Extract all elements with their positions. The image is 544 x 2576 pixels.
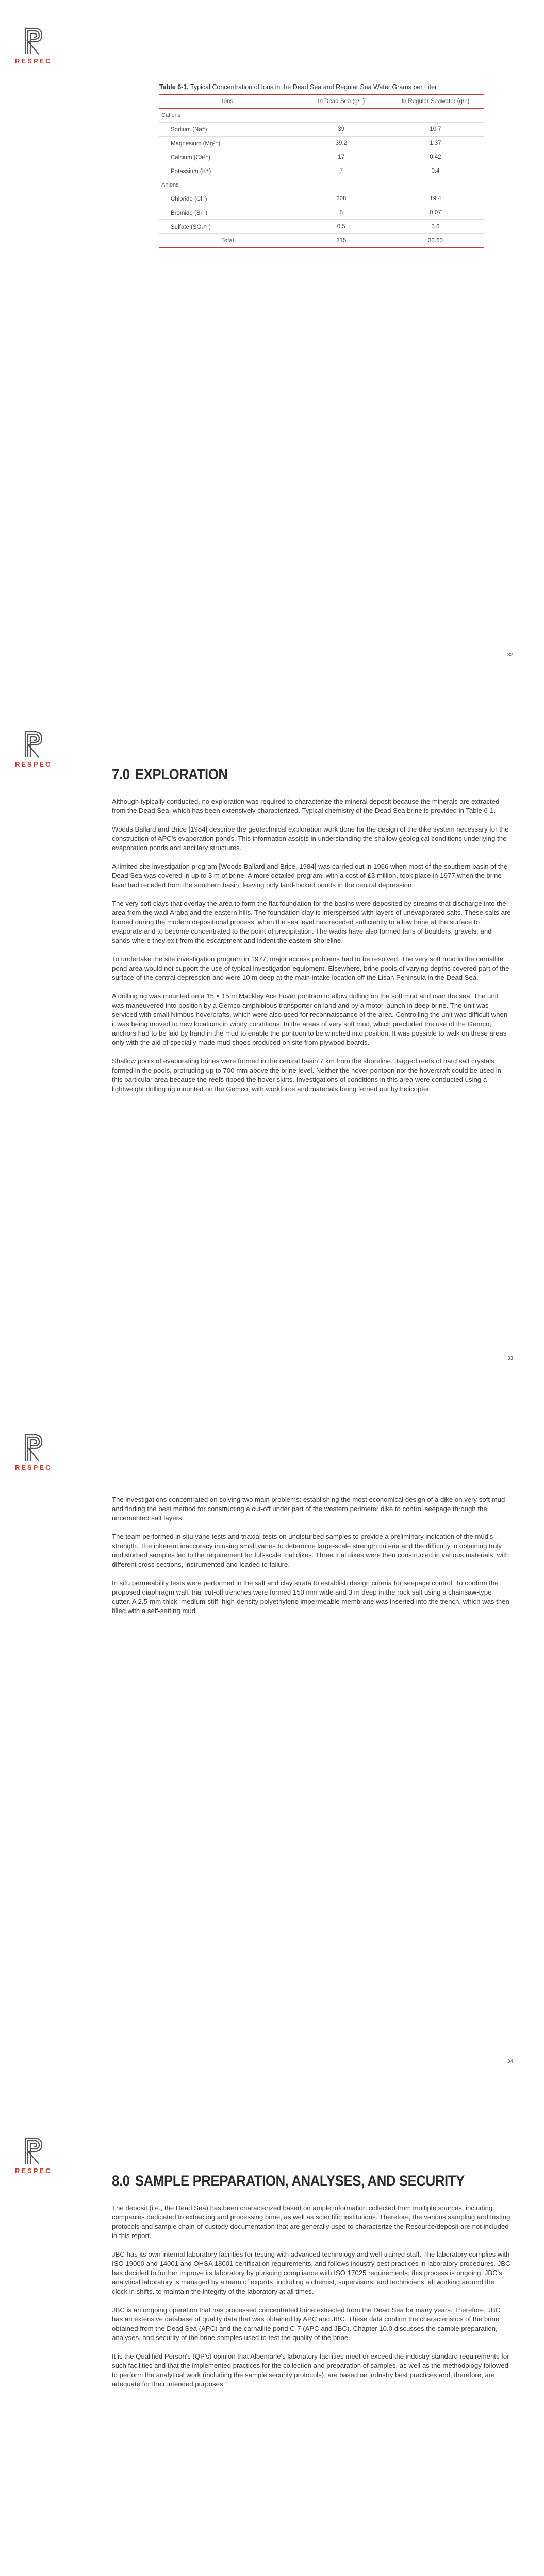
table-row: [159, 220, 484, 234]
group-cations: Cations: [159, 109, 484, 123]
table-row: [159, 137, 484, 150]
seawater-value: 0.07: [387, 206, 484, 220]
section-number: 7.0: [112, 766, 130, 783]
page-33: [0, 703, 544, 1406]
total-dead-sea: 315: [296, 234, 387, 248]
header-dead-sea: In Dead Sea (g/L): [296, 94, 387, 109]
dead-sea-value: 7: [296, 164, 387, 178]
respec-r-mark-icon: [15, 1432, 47, 1463]
seawater-value: 10.7: [387, 123, 484, 137]
section-heading: [112, 766, 456, 784]
ion-name: Potassium (K⁺): [159, 164, 296, 178]
paragraph: Although typically conducted, no exploration was required to characterize the mineral deposit because the minerals are extracted from the Dead Sea, which has been extensively characterized. Typical chemistry of the Dead Sea brine is provided in Table 6-1.: [112, 798, 500, 815]
ion-name: Sulfate (SO₄²⁻): [159, 220, 296, 234]
paragraph: JBC is an ongoing operation that has processed concentrated brine extracted from the Dead Sea for many years. Therefore, JBC has an extensive database of quality data that was obtained by APC and JBC. These data confirm the characteristics of the brine obtained from the Dead Sea (APC) and the carnallite pond C-7 (APC and JBC). Chapter 10.0 discusses the sample preparation, analyses, and security of the brine samples used to test the quality of the brine.: [112, 2306, 501, 2342]
section-exploration-continued: [112, 1495, 512, 1625]
seawater-value: 0.4: [387, 164, 484, 178]
respec-logo: [15, 728, 52, 773]
respec-logo: [15, 2135, 52, 2179]
seawater-value: 1.37: [387, 137, 484, 150]
section-heading: [112, 2173, 465, 2190]
dead-sea-value: 5: [296, 206, 387, 220]
section-title-text: SAMPLE PREPARATION, ANALYSES, AND SECURITY: [135, 2173, 465, 2190]
page-number: 34: [507, 2059, 513, 2064]
page-number: 32: [507, 652, 513, 658]
table-row: [159, 164, 484, 178]
table-total-row: [159, 234, 484, 248]
header-ions: Ions: [159, 94, 296, 109]
table-caption-label: Table 6-1.: [159, 83, 189, 91]
respec-r-mark-icon: [15, 25, 47, 56]
respec-logo: [15, 25, 52, 70]
page-34: [0, 1406, 544, 2110]
respec-logo-text: RESPEC: [15, 1464, 52, 1471]
ion-name: Chloride (Cl⁻): [159, 192, 296, 206]
dead-sea-value: 17: [296, 150, 387, 164]
ion-name: Sodium (Na⁺): [159, 123, 296, 137]
respec-r-mark-icon: [15, 728, 47, 759]
table-row: [159, 206, 484, 220]
respec-logo-text: RESPEC: [15, 760, 52, 768]
seawater-value: 19.4: [387, 192, 484, 206]
respec-logo-text: RESPEC: [15, 57, 52, 65]
page-32: [0, 0, 544, 703]
page-35: [0, 2110, 544, 2576]
table-group-row: [159, 109, 484, 123]
table-group-row: [159, 178, 484, 192]
dead-sea-value: 39: [296, 123, 387, 137]
total-label: Total: [159, 234, 296, 248]
paragraph: It is the Qualified Person's (QP's) opinion that Albemarle's laboratory facilities meet or exceed the industry standard requirements for such facilities and that the implemented practices for the collection and preparation of samples, as well as the methodology followed to perform the analytical work (including the sample security protocols), are based on industry best practices and, therefore, are adequate for their intended purposes.: [112, 2352, 509, 2388]
paragraph: The team performed in situ vane tests and triaxial tests on undisturbed samples to provide a preliminary indication of the mud's strength. The inherent inaccuracy in using small vanes to determine large-scale strength criteria and the difficulty in obtaining truly undisturbed samples led to the requirement for full-scale trial dikes. Three trial dikes were then constructed in various materials, with different cross sections, instrumented and loaded to failure.: [112, 1533, 509, 1568]
ion-name: Bromide (Br⁻): [159, 206, 296, 220]
respec-r-mark-icon: [15, 2135, 47, 2166]
paragraph: In situ permeability tests were performed in the salt and clay strata to establish design criteria for seepage control. To confirm the proposed diaphragm wall, trial cut-off trenches were formed 150 mm wide and 3 m deep in the rock salt using a chainsaw-type cutter. A 2.5-mm-thick, medium-stiff, high-density polyethylene impermeable membrane was inserted into the trench, which was then filled with a self-setting mud.: [112, 1579, 509, 1615]
table-caption: [159, 83, 484, 91]
section-title-text: EXPLORATION: [135, 766, 228, 783]
table-row: [159, 123, 484, 137]
section-exploration: [112, 766, 512, 1103]
paragraph: The very soft clays that overlay the area to form the flat foundation for the basins were deposited by streams that discharge into the area from the wadi Araba and the eastern hills. The foundation clay is interspersed with layers of unevaporated salts. These salts are formed during the modern depositional process, when the sea level has receded sufficiently to allow brine at the surface to evaporate and to become concentrated to the point of precipitation. The wadis have also formed fans of boulders, gravels, and sands where they exit from the escarpment and indent the eastern shoreline.: [112, 900, 511, 944]
ion-name: Calcium (Ca²⁺): [159, 150, 296, 164]
dead-sea-value: 208: [296, 192, 387, 206]
paragraph: A limited site investigation program [Woods Ballard and Brice, 1984] was carried out in 1966 when most of the southern basin of the Dead Sea was covered in up to 3 m of brine. A more detailed program, with a cost of £3 million, took place in 1977 when the brine level had receded from the southern basin, leaving only land-locked ponds in the central depression.: [112, 862, 508, 889]
paragraph: The investigations concentrated on solving two main problems: establishing the most economical design of a dike on very soft mud and finding the best method for constructing a cut-off under part of the western perimeter dike to control seepage through the uncemented salt layers.: [112, 1496, 505, 1522]
paragraph: The deposit (i.e., the Dead Sea) has been characterized based on ample information collected from multiple sources, including companies dedicated to extracting and processing brine, as well as scientific institutions. Therefore, the various sampling and testing protocols and sample chain-of-custody documentation that are generally used to characterize the Resource/deposit are not included in this report.: [112, 2204, 510, 2240]
table-row: [159, 150, 484, 164]
paragraph: JBC has its own internal laboratory facilities for testing with advanced technology and well-trained staff. The laboratory complies with ISO 19000 and 14001 and OHSA 18001 certification requirements, and follows industry best practices in laboratory procedures. JBC has decided to further improve its laboratory by pursuing compliance with ISO 17025 requirements; this process is ongoing. JBC's analytical laboratory is managed by a team of experts, including a chemist, supervisors, and technicians, all working around the clock in shifts, to maintain the integrity of the laboratory at all times.: [112, 2250, 510, 2295]
total-seawater: 33.60: [387, 234, 484, 248]
respec-logo: [15, 1432, 52, 1476]
page-number: 33: [507, 1355, 513, 1361]
paragraph: Woods Ballard and Brice [1984] describe the geotechnical exploration work done for the design of the dike system necessary for the construction of APC's evaporation ponds. This information assists in understanding the shallow geological conditions underlying the evaporation ponds and ancillary structures.: [112, 825, 509, 852]
seawater-value: 3.6: [387, 220, 484, 234]
group-anions: Anions: [159, 178, 484, 192]
ion-concentration-table: [159, 83, 484, 248]
section-number: 8.0: [112, 2173, 130, 2190]
section-sample-preparation: [112, 2173, 512, 2398]
ion-name: Magnesium (Mg²⁺): [159, 137, 296, 150]
paragraph: Shallow pools of evaporating brines were formed in the central basin 7 km from the shoreline. Jagged reefs of hard salt crystals formed in the pools, protruding up to 700 mm above the brine level. Neither the hover pontoon nor the hovercraft could be used in this particular area because the reefs ripped the hover skirts. Investigations of conditions in this area were conducted using a lightweight drilling rig mounted on the Gemco, with workforce and materials being ferried out by helicopter.: [112, 1057, 502, 1093]
header-seawater: In Regular Seawater (g/L): [387, 94, 484, 109]
paragraph: To undertake the site investigation program in 1977, major access problems had to be resolved. The very soft mud in the carnallite pond area would not support the use of typical investigation equipment. Elsewhere, brine pools of varying depths covered part of the surface of the central depression and were 10 m deep at the main intake location off the Lisan Peninsula in the Dead Sea.: [112, 955, 509, 981]
seawater-value: 0.42: [387, 150, 484, 164]
dead-sea-value: 39.2: [296, 137, 387, 150]
paragraph: A drilling rig was mounted on a 15 × 15 m Mackley Ace hover pontoon to allow drilling on the soft mud and over the sea. The unit was maneuvered into position by a Gemco amphibious transporter on land and by a motor launch in deep brine. The unit was serviced with small Nimbus hovercrafts, which were also used for reconnaissance of the area. Controlling the unit was difficult when it was being moved to new locations in windy conditions. In the areas of very soft mud, which precluded the use of the Gemco, anchors had to be laid by hand in the mud to enable the pontoon to be winched into position. It was possible to walk on these areas only with the aid of specially made mud shoes produced on site from plywood boards.: [112, 992, 508, 1046]
table-caption-text: Typical Concentration of Ions in the Dead Sea and Regular Sea Water Grams per Liter: [188, 83, 437, 91]
table-row: [159, 192, 484, 206]
respec-logo-text: RESPEC: [15, 2167, 52, 2175]
dead-sea-value: 0.5: [296, 220, 387, 234]
